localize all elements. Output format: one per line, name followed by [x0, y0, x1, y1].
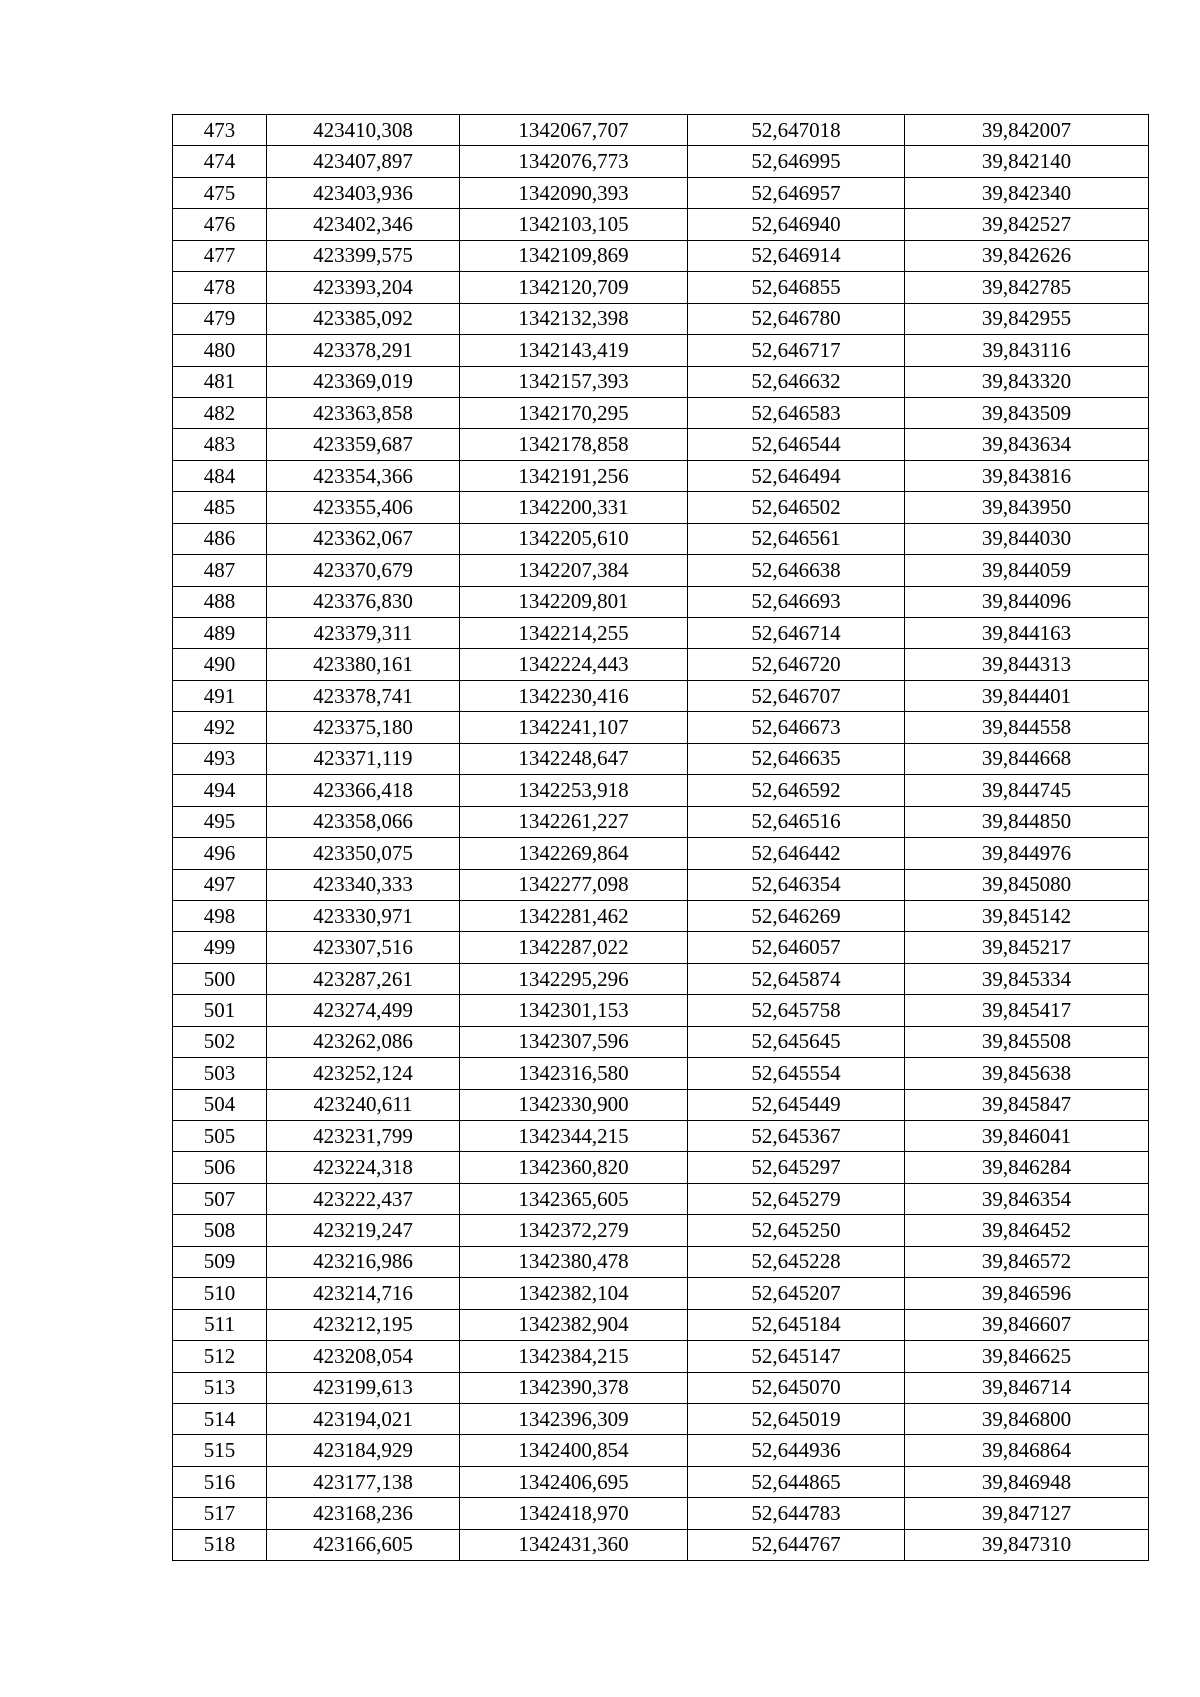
point-number-cell: 500	[173, 963, 267, 994]
table-row	[173, 1058, 1149, 1089]
y-coordinate-cell: 1342214,255	[460, 618, 688, 649]
point-number-cell: 482	[173, 397, 267, 428]
table-row	[173, 1026, 1149, 1057]
point-number-cell: 493	[173, 743, 267, 774]
x-coordinate-cell: 423358,066	[267, 806, 460, 837]
x-coordinate-cell: 423274,499	[267, 995, 460, 1026]
x-coordinate-cell: 423366,418	[267, 775, 460, 806]
x-coordinate-cell: 423369,019	[267, 366, 460, 397]
latitude-cell: 52,646957	[688, 177, 905, 208]
y-coordinate-cell: 1342295,296	[460, 963, 688, 994]
table-row	[173, 869, 1149, 900]
table-row	[173, 146, 1149, 177]
latitude-cell: 52,646855	[688, 272, 905, 303]
latitude-cell: 52,645758	[688, 995, 905, 1026]
point-number-cell: 512	[173, 1341, 267, 1372]
table-row	[173, 1246, 1149, 1277]
y-coordinate-cell: 1342307,596	[460, 1026, 688, 1057]
x-coordinate-cell: 423214,716	[267, 1278, 460, 1309]
x-coordinate-cell: 423199,613	[267, 1372, 460, 1403]
point-number-cell: 503	[173, 1058, 267, 1089]
point-number-cell: 473	[173, 115, 267, 146]
y-coordinate-cell: 1342316,580	[460, 1058, 688, 1089]
table-row	[173, 649, 1149, 680]
table-row	[173, 240, 1149, 271]
table-row	[173, 555, 1149, 586]
longitude-cell: 39,842955	[905, 303, 1149, 334]
y-coordinate-cell: 1342400,854	[460, 1435, 688, 1466]
x-coordinate-cell: 423216,986	[267, 1246, 460, 1277]
point-number-cell: 489	[173, 618, 267, 649]
point-number-cell: 514	[173, 1403, 267, 1434]
latitude-cell: 52,646720	[688, 649, 905, 680]
y-coordinate-cell: 1342360,820	[460, 1152, 688, 1183]
y-coordinate-cell: 1342396,309	[460, 1403, 688, 1434]
table-row	[173, 335, 1149, 366]
longitude-cell: 39,845847	[905, 1089, 1149, 1120]
longitude-cell: 39,844030	[905, 523, 1149, 554]
latitude-cell: 52,646673	[688, 712, 905, 743]
x-coordinate-cell: 423262,086	[267, 1026, 460, 1057]
table-row	[173, 838, 1149, 869]
point-number-cell: 505	[173, 1121, 267, 1152]
table-row	[173, 995, 1149, 1026]
y-coordinate-cell: 1342384,215	[460, 1341, 688, 1372]
x-coordinate-cell: 423378,741	[267, 680, 460, 711]
x-coordinate-cell: 423240,611	[267, 1089, 460, 1120]
y-coordinate-cell: 1342205,610	[460, 523, 688, 554]
longitude-cell: 39,845080	[905, 869, 1149, 900]
x-coordinate-cell: 423407,897	[267, 146, 460, 177]
longitude-cell: 39,846864	[905, 1435, 1149, 1466]
x-coordinate-cell: 423403,936	[267, 177, 460, 208]
y-coordinate-cell: 1342248,647	[460, 743, 688, 774]
point-number-cell: 474	[173, 146, 267, 177]
point-number-cell: 485	[173, 492, 267, 523]
point-number-cell: 497	[173, 869, 267, 900]
table-row	[173, 680, 1149, 711]
coordinates-table	[172, 114, 1149, 1561]
longitude-cell: 39,846452	[905, 1215, 1149, 1246]
x-coordinate-cell: 423252,124	[267, 1058, 460, 1089]
table-row	[173, 743, 1149, 774]
latitude-cell: 52,646494	[688, 460, 905, 491]
latitude-cell: 52,646635	[688, 743, 905, 774]
x-coordinate-cell: 423168,236	[267, 1498, 460, 1529]
point-number-cell: 492	[173, 712, 267, 743]
table-row	[173, 1403, 1149, 1434]
longitude-cell: 39,843116	[905, 335, 1149, 366]
longitude-cell: 39,844850	[905, 806, 1149, 837]
latitude-cell: 52,645874	[688, 963, 905, 994]
point-number-cell: 488	[173, 586, 267, 617]
table-row	[173, 303, 1149, 334]
point-number-cell: 484	[173, 460, 267, 491]
y-coordinate-cell: 1342076,773	[460, 146, 688, 177]
point-number-cell: 515	[173, 1435, 267, 1466]
y-coordinate-cell: 1342200,331	[460, 492, 688, 523]
latitude-cell: 52,646693	[688, 586, 905, 617]
latitude-cell: 52,644783	[688, 1498, 905, 1529]
longitude-cell: 39,845334	[905, 963, 1149, 994]
latitude-cell: 52,644936	[688, 1435, 905, 1466]
y-coordinate-cell: 1342330,900	[460, 1089, 688, 1120]
table-row	[173, 712, 1149, 743]
table-row	[173, 1121, 1149, 1152]
longitude-cell: 39,845417	[905, 995, 1149, 1026]
latitude-cell: 52,644865	[688, 1466, 905, 1497]
table-row	[173, 963, 1149, 994]
latitude-cell: 52,646354	[688, 869, 905, 900]
point-number-cell: 476	[173, 209, 267, 240]
x-coordinate-cell: 423375,180	[267, 712, 460, 743]
x-coordinate-cell: 423399,575	[267, 240, 460, 271]
y-coordinate-cell: 1342178,858	[460, 429, 688, 460]
x-coordinate-cell: 423219,247	[267, 1215, 460, 1246]
x-coordinate-cell: 423385,092	[267, 303, 460, 334]
longitude-cell: 39,846607	[905, 1309, 1149, 1340]
latitude-cell: 52,646780	[688, 303, 905, 334]
y-coordinate-cell: 1342382,904	[460, 1309, 688, 1340]
point-number-cell: 507	[173, 1183, 267, 1214]
longitude-cell: 39,845508	[905, 1026, 1149, 1057]
table-row	[173, 1529, 1149, 1560]
table-row	[173, 1278, 1149, 1309]
point-number-cell: 483	[173, 429, 267, 460]
longitude-cell: 39,844668	[905, 743, 1149, 774]
x-coordinate-cell: 423212,195	[267, 1309, 460, 1340]
x-coordinate-cell: 423370,679	[267, 555, 460, 586]
longitude-cell: 39,843950	[905, 492, 1149, 523]
table-row	[173, 1215, 1149, 1246]
coordinates-table-body	[173, 115, 1149, 1561]
longitude-cell: 39,844163	[905, 618, 1149, 649]
latitude-cell: 52,646516	[688, 806, 905, 837]
latitude-cell: 52,646638	[688, 555, 905, 586]
y-coordinate-cell: 1342269,864	[460, 838, 688, 869]
table-row	[173, 115, 1149, 146]
longitude-cell: 39,846948	[905, 1466, 1149, 1497]
y-coordinate-cell: 1342241,107	[460, 712, 688, 743]
table-row	[173, 1089, 1149, 1120]
x-coordinate-cell: 423184,929	[267, 1435, 460, 1466]
y-coordinate-cell: 1342365,605	[460, 1183, 688, 1214]
longitude-cell: 39,847310	[905, 1529, 1149, 1560]
table-row	[173, 1435, 1149, 1466]
longitude-cell: 39,844059	[905, 555, 1149, 586]
table-row	[173, 523, 1149, 554]
latitude-cell: 52,646561	[688, 523, 905, 554]
longitude-cell: 39,844096	[905, 586, 1149, 617]
y-coordinate-cell: 1342170,295	[460, 397, 688, 428]
y-coordinate-cell: 1342120,709	[460, 272, 688, 303]
point-number-cell: 509	[173, 1246, 267, 1277]
point-number-cell: 490	[173, 649, 267, 680]
longitude-cell: 39,847127	[905, 1498, 1149, 1529]
y-coordinate-cell: 1342143,419	[460, 335, 688, 366]
latitude-cell: 52,645279	[688, 1183, 905, 1214]
x-coordinate-cell: 423224,318	[267, 1152, 460, 1183]
y-coordinate-cell: 1342230,416	[460, 680, 688, 711]
table-row	[173, 1309, 1149, 1340]
x-coordinate-cell: 423362,067	[267, 523, 460, 554]
longitude-cell: 39,842340	[905, 177, 1149, 208]
y-coordinate-cell: 1342281,462	[460, 900, 688, 931]
longitude-cell: 39,846714	[905, 1372, 1149, 1403]
x-coordinate-cell: 423354,366	[267, 460, 460, 491]
longitude-cell: 39,842527	[905, 209, 1149, 240]
longitude-cell: 39,842140	[905, 146, 1149, 177]
point-number-cell: 516	[173, 1466, 267, 1497]
y-coordinate-cell: 1342431,360	[460, 1529, 688, 1560]
longitude-cell: 39,843320	[905, 366, 1149, 397]
x-coordinate-cell: 423379,311	[267, 618, 460, 649]
point-number-cell: 498	[173, 900, 267, 931]
longitude-cell: 39,842785	[905, 272, 1149, 303]
x-coordinate-cell: 423355,406	[267, 492, 460, 523]
point-number-cell: 475	[173, 177, 267, 208]
point-number-cell: 506	[173, 1152, 267, 1183]
longitude-cell: 39,843634	[905, 429, 1149, 460]
y-coordinate-cell: 1342224,443	[460, 649, 688, 680]
y-coordinate-cell: 1342301,153	[460, 995, 688, 1026]
latitude-cell: 52,646583	[688, 397, 905, 428]
table-row	[173, 1152, 1149, 1183]
x-coordinate-cell: 423376,830	[267, 586, 460, 617]
x-coordinate-cell: 423194,021	[267, 1403, 460, 1434]
table-row	[173, 397, 1149, 428]
y-coordinate-cell: 1342372,279	[460, 1215, 688, 1246]
table-row	[173, 429, 1149, 460]
point-number-cell: 495	[173, 806, 267, 837]
latitude-cell: 52,645019	[688, 1403, 905, 1434]
table-row	[173, 806, 1149, 837]
y-coordinate-cell: 1342287,022	[460, 932, 688, 963]
y-coordinate-cell: 1342207,384	[460, 555, 688, 586]
longitude-cell: 39,846354	[905, 1183, 1149, 1214]
longitude-cell: 39,846625	[905, 1341, 1149, 1372]
latitude-cell: 52,646057	[688, 932, 905, 963]
point-number-cell: 487	[173, 555, 267, 586]
longitude-cell: 39,846041	[905, 1121, 1149, 1152]
x-coordinate-cell: 423166,605	[267, 1529, 460, 1560]
latitude-cell: 52,646592	[688, 775, 905, 806]
point-number-cell: 481	[173, 366, 267, 397]
latitude-cell: 52,644767	[688, 1529, 905, 1560]
longitude-cell: 39,842626	[905, 240, 1149, 271]
y-coordinate-cell: 1342390,378	[460, 1372, 688, 1403]
x-coordinate-cell: 423307,516	[267, 932, 460, 963]
x-coordinate-cell: 423410,308	[267, 115, 460, 146]
x-coordinate-cell: 423393,204	[267, 272, 460, 303]
table-row	[173, 1341, 1149, 1372]
y-coordinate-cell: 1342277,098	[460, 869, 688, 900]
x-coordinate-cell: 423371,119	[267, 743, 460, 774]
table-row	[173, 900, 1149, 931]
table-row	[173, 775, 1149, 806]
point-number-cell: 491	[173, 680, 267, 711]
y-coordinate-cell: 1342067,707	[460, 115, 688, 146]
latitude-cell: 52,646714	[688, 618, 905, 649]
y-coordinate-cell: 1342109,869	[460, 240, 688, 271]
longitude-cell: 39,845217	[905, 932, 1149, 963]
y-coordinate-cell: 1342191,256	[460, 460, 688, 491]
y-coordinate-cell: 1342132,398	[460, 303, 688, 334]
table-row	[173, 366, 1149, 397]
point-number-cell: 479	[173, 303, 267, 334]
point-number-cell: 513	[173, 1372, 267, 1403]
latitude-cell: 52,646632	[688, 366, 905, 397]
x-coordinate-cell: 423350,075	[267, 838, 460, 869]
point-number-cell: 477	[173, 240, 267, 271]
table-row	[173, 272, 1149, 303]
table-row	[173, 1498, 1149, 1529]
latitude-cell: 52,645228	[688, 1246, 905, 1277]
longitude-cell: 39,843509	[905, 397, 1149, 428]
table-row	[173, 1183, 1149, 1214]
x-coordinate-cell: 423287,261	[267, 963, 460, 994]
y-coordinate-cell: 1342090,393	[460, 177, 688, 208]
x-coordinate-cell: 423177,138	[267, 1466, 460, 1497]
x-coordinate-cell: 423359,687	[267, 429, 460, 460]
latitude-cell: 52,645184	[688, 1309, 905, 1340]
y-coordinate-cell: 1342344,215	[460, 1121, 688, 1152]
latitude-cell: 52,645250	[688, 1215, 905, 1246]
x-coordinate-cell: 423208,054	[267, 1341, 460, 1372]
table-row	[173, 932, 1149, 963]
point-number-cell: 508	[173, 1215, 267, 1246]
point-number-cell: 501	[173, 995, 267, 1026]
point-number-cell: 478	[173, 272, 267, 303]
longitude-cell: 39,846284	[905, 1152, 1149, 1183]
latitude-cell: 52,646269	[688, 900, 905, 931]
latitude-cell: 52,646940	[688, 209, 905, 240]
latitude-cell: 52,646995	[688, 146, 905, 177]
x-coordinate-cell: 423402,346	[267, 209, 460, 240]
latitude-cell: 52,646502	[688, 492, 905, 523]
longitude-cell: 39,846596	[905, 1278, 1149, 1309]
longitude-cell: 39,844745	[905, 775, 1149, 806]
y-coordinate-cell: 1342253,918	[460, 775, 688, 806]
latitude-cell: 52,646717	[688, 335, 905, 366]
point-number-cell: 486	[173, 523, 267, 554]
longitude-cell: 39,844558	[905, 712, 1149, 743]
longitude-cell: 39,844313	[905, 649, 1149, 680]
longitude-cell: 39,844401	[905, 680, 1149, 711]
longitude-cell: 39,846800	[905, 1403, 1149, 1434]
latitude-cell: 52,645449	[688, 1089, 905, 1120]
x-coordinate-cell: 423363,858	[267, 397, 460, 428]
longitude-cell: 39,845638	[905, 1058, 1149, 1089]
y-coordinate-cell: 1342380,478	[460, 1246, 688, 1277]
point-number-cell: 502	[173, 1026, 267, 1057]
y-coordinate-cell: 1342103,105	[460, 209, 688, 240]
table-row	[173, 492, 1149, 523]
x-coordinate-cell: 423231,799	[267, 1121, 460, 1152]
table-row	[173, 1372, 1149, 1403]
x-coordinate-cell: 423340,333	[267, 869, 460, 900]
y-coordinate-cell: 1342418,970	[460, 1498, 688, 1529]
point-number-cell: 511	[173, 1309, 267, 1340]
latitude-cell: 52,646442	[688, 838, 905, 869]
point-number-cell: 504	[173, 1089, 267, 1120]
latitude-cell: 52,646914	[688, 240, 905, 271]
point-number-cell: 480	[173, 335, 267, 366]
latitude-cell: 52,645367	[688, 1121, 905, 1152]
table-row	[173, 209, 1149, 240]
point-number-cell: 517	[173, 1498, 267, 1529]
latitude-cell: 52,645207	[688, 1278, 905, 1309]
latitude-cell: 52,647018	[688, 115, 905, 146]
longitude-cell: 39,845142	[905, 900, 1149, 931]
latitude-cell: 52,645147	[688, 1341, 905, 1372]
point-number-cell: 494	[173, 775, 267, 806]
latitude-cell: 52,646707	[688, 680, 905, 711]
point-number-cell: 518	[173, 1529, 267, 1560]
table-row	[173, 177, 1149, 208]
y-coordinate-cell: 1342382,104	[460, 1278, 688, 1309]
x-coordinate-cell: 423330,971	[267, 900, 460, 931]
latitude-cell: 52,646544	[688, 429, 905, 460]
latitude-cell: 52,645645	[688, 1026, 905, 1057]
latitude-cell: 52,645554	[688, 1058, 905, 1089]
point-number-cell: 496	[173, 838, 267, 869]
table-row	[173, 460, 1149, 491]
longitude-cell: 39,846572	[905, 1246, 1149, 1277]
longitude-cell: 39,843816	[905, 460, 1149, 491]
y-coordinate-cell: 1342406,695	[460, 1466, 688, 1497]
table-row	[173, 618, 1149, 649]
latitude-cell: 52,645070	[688, 1372, 905, 1403]
x-coordinate-cell: 423222,437	[267, 1183, 460, 1214]
longitude-cell: 39,844976	[905, 838, 1149, 869]
point-number-cell: 499	[173, 932, 267, 963]
point-number-cell: 510	[173, 1278, 267, 1309]
x-coordinate-cell: 423378,291	[267, 335, 460, 366]
table-row	[173, 586, 1149, 617]
x-coordinate-cell: 423380,161	[267, 649, 460, 680]
y-coordinate-cell: 1342157,393	[460, 366, 688, 397]
latitude-cell: 52,645297	[688, 1152, 905, 1183]
y-coordinate-cell: 1342261,227	[460, 806, 688, 837]
longitude-cell: 39,842007	[905, 115, 1149, 146]
y-coordinate-cell: 1342209,801	[460, 586, 688, 617]
table-row	[173, 1466, 1149, 1497]
